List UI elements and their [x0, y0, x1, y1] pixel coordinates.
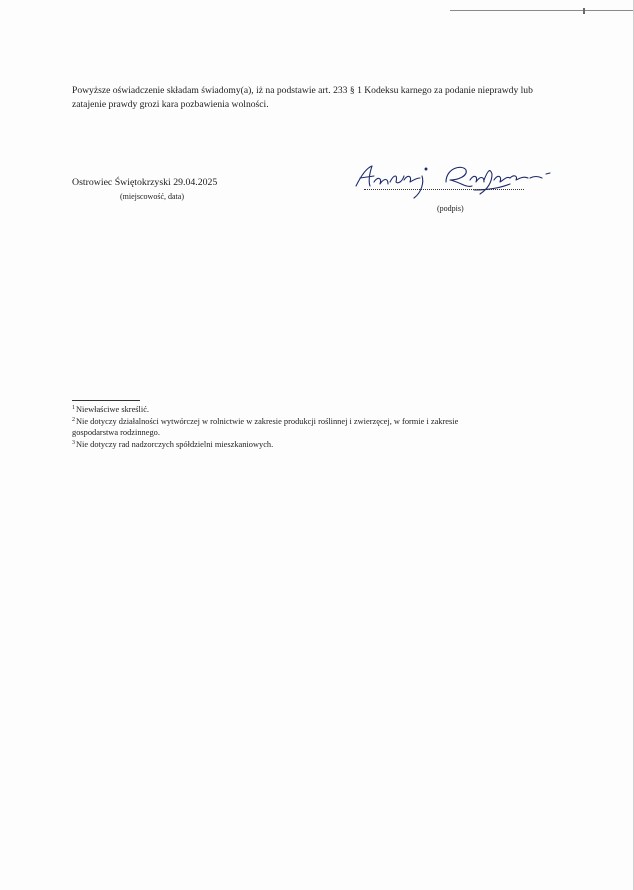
- declaration-line-1: Powyższe oświadczenie składam świadomy(a), iż na podstawie art. 233 § 1 Kodeksu karnego za podanie nieprawdy lub: [72, 85, 533, 96]
- signature-dotted-line: [364, 187, 524, 190]
- footnote-2: [72, 415, 592, 427]
- scan-edge-line: [450, 10, 634, 11]
- footnote-number: 3: [72, 440, 75, 446]
- declaration-paragraph: [72, 84, 592, 112]
- footnote-text: Nie dotyczy rad nadzorczych spółdzielni mieszkaniowych.: [76, 440, 274, 449]
- declaration-line-2: zatajenie prawdy grozi kara pozbawienia wolności.: [72, 99, 269, 110]
- footnote-3: [72, 438, 592, 450]
- signature-caption: (podpis): [437, 204, 464, 213]
- signature-area: [350, 160, 570, 210]
- footnote-1: [72, 403, 592, 415]
- handwritten-signature: [350, 160, 570, 200]
- footnote-text: Niewłaściwe skreślić.: [76, 405, 150, 414]
- footnote-separator: [72, 400, 140, 401]
- place-date-caption: (miejscowość, data): [120, 192, 184, 201]
- footnote-number: 2: [72, 417, 75, 423]
- footnote-text: Nie dotyczy działalności wytwórczej w rolnictwie w zakresie produkcji roślinnej i zwierzęcej, w formie i zakresie: [76, 417, 459, 426]
- scan-mark: [583, 8, 585, 14]
- footnote-2-continued: gospodarstwa rodzinnego.: [72, 428, 160, 437]
- footnote-number: 1: [72, 405, 75, 411]
- place-date-text: Ostrowiec Świętokrzyski 29.04.2025: [72, 177, 218, 188]
- footnotes: [72, 403, 592, 450]
